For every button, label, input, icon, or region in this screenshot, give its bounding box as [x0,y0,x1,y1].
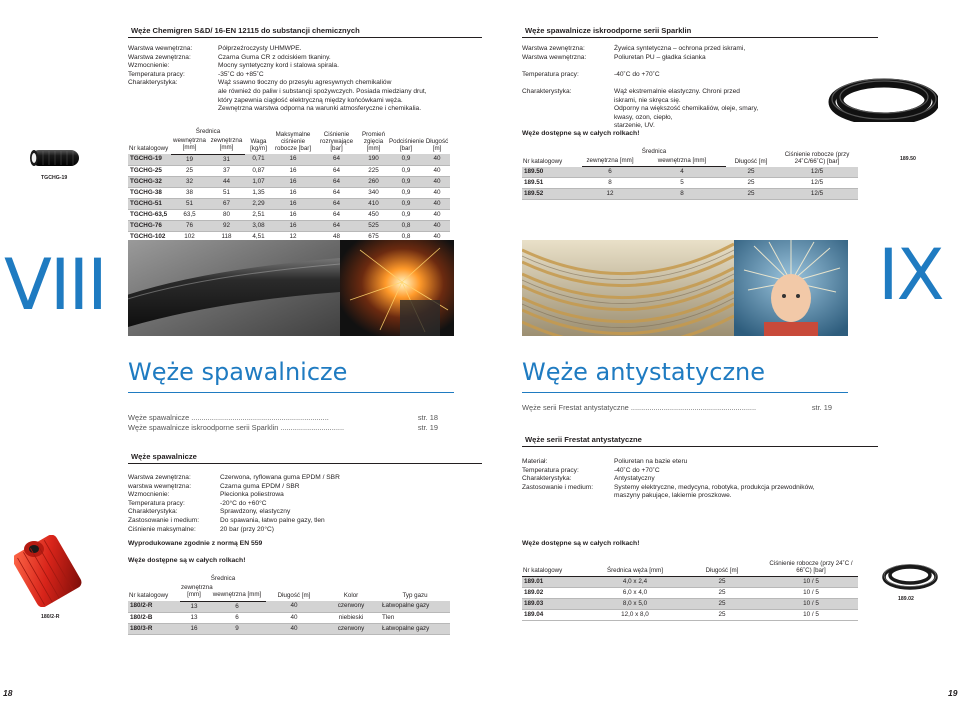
toc-entry-text: Węże spawalnicze ................................................................... [128,413,329,422]
spec-row [128,88,488,97]
spec-row [128,54,488,63]
catalog-number-cell: 189.01 [522,577,590,588]
spec-value: Czarna guma EPDM / SBR [220,482,300,490]
sparklin-specs [522,45,762,131]
title-rule-left [128,392,454,393]
catalog-number-cell: 189.02 [522,588,590,599]
spec-label: Warstwa zewnętrzna: [128,474,191,481]
black-hose-coil-image [812,52,938,122]
spec-row [128,483,488,492]
catalog-number-cell: 180/3-R [128,623,180,634]
section-title-sparklin: Węże spawalnicze iskroodporne serii Sparklin [522,26,878,38]
spiral-hose-photo [522,240,734,336]
col-header-nr: Nr katalogowy [523,157,563,165]
table-cell: 102 [171,231,208,242]
spec-row [128,62,488,71]
catalog-number-cell: TGCHG-51 [128,198,171,209]
table-cell: 13 [180,612,208,623]
table-row [128,176,450,187]
table-cell: 4 [638,167,726,178]
spec-value: ale również do paliw i substancji spożywczych. Posiada miedziany drut, [218,87,427,95]
table-cell: 12/5 [776,178,858,189]
catalog-number-cell: 189.03 [522,599,590,610]
table-cell: 2,51 [245,209,272,220]
col-header-burst-pressure: Ciśnienie rozrywające [bar] [320,130,354,152]
table-row [128,187,450,198]
table-cell: 80 [208,209,245,220]
table-cell: 6 [208,601,266,612]
spec-value: który zapewnia ciągłość elektryczną między końcówkami węża. [218,96,403,104]
catalog-number-cell: 180/2-R [128,601,180,612]
page-number-left: 18 [3,688,13,698]
spec-label: Temperatura pracy: [522,70,579,78]
table-cell: Łatwopalne gazy [380,623,450,634]
table-row [128,601,450,612]
table-row [522,577,858,588]
table-cell: 8,0 x 5,0 [590,599,680,610]
spec-value: -40˚C do +70˚C [614,70,660,78]
spec-value: Antystatyczny [614,475,655,483]
table-cell: 19 [171,154,208,165]
spec-value: Odporny na większość chemikaliów, oleje, smary, kwasy, ozon, ciepło, [614,105,759,121]
page-title-antistatic: Węże antystatyczne [522,358,766,386]
table-cell: 31 [208,154,245,165]
section-title-chemigren: Węże Chemigren S&D/ 16-EN 12115 do substancji chemicznych [128,26,482,38]
norm-note: Wyprodukowane zgodnie z normą EN 559 [128,540,263,547]
spec-value [614,62,762,71]
catalog-number-cell: TGCHG-38 [128,187,171,198]
col-header-srednica: Średnica [210,575,236,582]
table-cell: 25 [680,610,764,621]
spec-row [522,484,842,493]
col-header-color: Kolor [343,591,359,599]
frestat-hose-coil-image [878,555,942,593]
spec-label [522,79,614,88]
table-cell: 40 [424,187,450,198]
availability-note-left: Węże dostępne są w całych rolkach! [128,557,246,564]
spec-row [128,500,488,509]
spec-label: Warstwa zewnętrzna: [128,53,191,61]
spec-row [522,54,762,63]
catalog-number-cell: 180/2-B [128,612,180,623]
catalog-number-cell: TGCHG-102 [128,231,171,242]
catalog-number-cell: TGCHG-19 [128,154,171,165]
table-row [128,623,450,634]
table-cell: 1,07 [245,176,272,187]
table-row [128,220,450,231]
table-cell: 51 [171,198,208,209]
spec-value: Zewnętrzna warstwa odporna na warunki atmosferyczne i chemikalia. [218,105,422,113]
spec-value: Do spawania, łatwo palne gazy, tlen [220,516,325,524]
spec-value: maszyny pakujące, lakiernie proszkowe. [614,492,732,500]
spec-value: Poliuretan na bazie eteru [614,458,688,465]
spec-value: Wąż ekstremalnie elastyczny. Chroni przed iskrami, nie skręca się. [614,87,740,104]
col-header-length: Długość [m] [680,560,764,577]
table-cell: 38 [171,187,208,198]
spec-label: Temperatura pracy: [522,466,579,474]
section-number-ix: IX [878,234,943,316]
catalog-number-cell: TGCHG-25 [128,165,171,176]
table-cell: 64 [314,187,359,198]
spec-row [128,105,488,114]
spec-value: Poliuretan PU – gładka ścianka [614,53,706,61]
table-cell: 67 [208,198,245,209]
table-cell: 0,9 [388,154,424,165]
table-cell: 64 [314,165,359,176]
table-cell: 64 [314,198,359,209]
table-cell: 40 [266,601,322,612]
table-row [128,612,450,623]
col-header-length: Długość [m] [734,157,768,165]
static-hair-child-photo [734,240,848,336]
table-cell: 25 [726,167,776,178]
table-cell: 450 [359,209,388,220]
table-row [522,610,858,621]
table-cell: 118 [208,231,245,242]
table-cell: 51 [208,187,245,198]
col-header-max-pressure: Maksymalne ciśnienie robocze [bar] [274,130,312,152]
table-cell: 63,5 [171,209,208,220]
spec-label: Charakterystyka: [128,79,178,87]
toc-entry-page: str. 18 [417,413,438,422]
toc-entry[interactable] [128,423,438,433]
table-cell: 4,0 x 2,4 [590,577,680,588]
table-cell: 12 [582,189,638,200]
spec-value: Wąż ssawno tłoczny do przesyłu agresywnych chemikaliów [218,79,392,87]
spec-row [522,105,762,122]
welding-code-label: 180/2-R [41,614,60,620]
col-header-srednica: Średnica [641,148,667,155]
table-cell: 25 [726,178,776,189]
frestat-table [522,560,858,621]
table-cell: 40 [424,231,450,242]
table-cell: 0,71 [245,154,272,165]
table-cell: 0,9 [388,165,424,176]
spec-label: Warstwa zewnętrzna: [522,45,585,52]
spec-value: Czerwona, ryflowana guma EPDM / SBR [220,474,340,481]
col-header-outer: zewnętrzna [mm] [582,157,638,167]
table-cell: 40 [424,176,450,187]
title-rule-right [522,392,848,393]
table-cell: 12,0 x 8,0 [590,610,680,621]
col-header-inner: wewnętrzna [mm] [208,584,266,601]
toc-entry-page: str. 19 [811,403,832,412]
spec-label: Zastosowanie i medium: [522,483,594,491]
table-cell: 16 [272,220,314,231]
table-cell: Tlen [380,612,450,623]
spec-value: -40˚C do +70˚C [614,466,660,474]
table-cell: 64 [314,220,359,231]
spec-label: Charakterystyka: [128,508,178,516]
spec-row [522,71,762,80]
table-cell: 40 [266,623,322,634]
table-cell: 3,08 [245,220,272,231]
chemigren-hose-image [27,147,83,169]
col-header-vacuum: Podciśnienie [bar] [389,137,425,152]
table-cell: 16 [180,623,208,634]
spec-label: Charakterystyka: [522,475,572,483]
table-cell: 525 [359,220,388,231]
spec-label: Wzmocnienie: [128,62,170,70]
table-row [522,178,858,189]
spec-row [522,45,762,54]
table-cell: niebieski [322,612,380,623]
table-row [128,198,450,209]
table-cell: 40 [424,165,450,176]
welding-hose-photo [128,240,340,336]
spec-value [614,79,762,88]
catalog-number-cell: 189.50 [522,167,582,178]
table-cell: 2,29 [245,198,272,209]
table-cell: 10 / 5 [764,577,858,588]
spec-label: Materiał: [522,458,548,465]
spec-label [128,88,218,97]
table-cell: 64 [314,176,359,187]
table-cell: 40 [424,154,450,165]
col-header-inner: wewnętrzna [mm] [171,137,208,154]
table-cell: 10 / 5 [764,610,858,621]
toc-entry-page: str. 19 [417,423,438,432]
welding-sparks-photo [340,240,454,336]
spec-row [128,71,488,80]
table-cell: 40 [424,209,450,220]
spec-value: Żywica syntetyczna – ochrona przed iskrami, [614,45,746,52]
spec-row [522,79,762,88]
toc-left [128,413,438,433]
toc-entry[interactable] [522,403,832,413]
table-cell: Łatwopalne gazy [380,601,450,612]
spec-value: Sprawdzony, elastyczny [220,508,291,516]
table-row [522,588,858,599]
table-cell: 64 [314,154,359,165]
table-cell: 16 [272,176,314,187]
table-row [522,167,858,178]
table-cell: 40 [424,198,450,209]
table-cell: 40 [266,612,322,623]
spec-label: Ciśnienie maksymalne: [128,525,196,533]
spec-label: Temperatura pracy: [128,499,185,507]
table-cell: czerwony [322,623,380,634]
table-cell: 10 / 5 [764,588,858,599]
table-cell: 64 [314,209,359,220]
spec-label: Charakterystyka: [522,87,572,95]
col-header-outer: zewnętrzna [mm] [180,584,208,601]
page-title-welding: Węże spawalnicze [128,358,348,386]
table-cell: 10 / 5 [764,599,858,610]
spec-label: Warstwa wewnętrzna: [522,53,587,61]
toc-entry-text: Węże spawalnicze iskroodporne serii Sparklin ............................... [128,423,345,432]
table-cell: 25 [680,588,764,599]
spec-row [522,475,842,484]
table-cell: 12/5 [776,167,858,178]
table-cell: 16 [272,187,314,198]
section-title-welding-hoses: Węże spawalnicze [128,452,482,464]
chemigren-code-label: TGCHG-19 [41,175,68,181]
catalog-number-cell: 189.04 [522,610,590,621]
spec-row [128,508,488,517]
table-cell: 340 [359,187,388,198]
table-cell: 4,51 [245,231,272,242]
chemigren-table [128,128,450,243]
spec-label: Wzmocnienie: [128,491,170,499]
table-cell: 16 [272,198,314,209]
spec-value: Półprzeźroczysty UHMWPE. [218,45,302,52]
table-cell: 0,87 [245,165,272,176]
col-header-srednica: Średnica [195,128,221,135]
col-header-bend-radius: Promień zgięcia [mm] [361,130,386,152]
col-header-nr: Nr katalogowy [522,560,590,577]
table-row [128,165,450,176]
sparklin-code-label: 189.50 [900,156,916,162]
table-cell: 16 [272,165,314,176]
spec-row [522,458,842,467]
table-cell: 0,8 [388,220,424,231]
table-cell: 0,9 [388,209,424,220]
toc-entry-text: Węże serii Frestat antystatyczne ............................................................. [522,403,757,412]
spec-value: Systemy elektryczne, medycyna, robotyka, produkcja przewodników, [614,483,815,491]
table-row [522,189,858,200]
spec-row [522,88,762,105]
table-cell: 25 [680,599,764,610]
section-number-viii: VIII [4,244,106,326]
table-cell: 6,0 x 4,0 [590,588,680,599]
spec-label: Temperatura pracy: [128,70,185,78]
col-header-length: Długość [m] [425,137,449,152]
spec-value: -35˚C do +85˚C [218,70,264,78]
table-cell: 25 [726,189,776,200]
table-cell: 37 [208,165,245,176]
table-cell: 8 [582,178,638,189]
table-cell: 12 [272,231,314,242]
section-title-frestat: Węże serii Frestat antystatyczne [522,435,878,447]
table-cell: 25 [680,577,764,588]
table-cell: 12/5 [776,189,858,200]
availability-note-sparklin: Węże dostępne są w całych rolkach! [522,130,640,137]
col-header-waga: Waga [kg/m] [250,137,267,152]
spec-row [128,79,488,88]
table-cell: czerwony [322,601,380,612]
catalog-number-cell: TGCHG-63,5 [128,209,171,220]
table-cell: 25 [171,165,208,176]
spec-label: warstwa wewnętrzna: [128,482,192,490]
table-cell: 8 [638,189,726,200]
col-header-outer: zewnętrzna [mm] [208,137,245,154]
table-cell: 5 [638,178,726,189]
spec-label [128,105,218,114]
table-cell: 0,9 [388,187,424,198]
col-header-working-pressure: Ciśnienie robocze (przy 24˚C/66˚C) [bar] [784,150,850,165]
catalog-number-cell: TGCHG-76 [128,220,171,231]
spec-row [128,526,488,535]
table-cell: 16 [272,209,314,220]
spec-row [128,474,488,483]
toc-right [522,403,832,413]
frestat-code-label: 189.02 [898,596,914,602]
table-row [128,154,450,165]
spec-label [522,62,614,71]
spec-value: Czarna Guma CR z odciskiem tkaniny. [218,53,331,61]
spec-value: Mocny syntetyczny kord i stalowa spirala. [218,62,339,70]
table-cell: 48 [314,231,359,242]
toc-entry[interactable] [128,413,438,423]
col-header-gas-type: Typ gazu [402,591,428,599]
table-cell: 32 [171,176,208,187]
table-cell: 13 [180,601,208,612]
table-cell: 16 [272,154,314,165]
chemigren-specs [128,45,488,114]
table-cell: 6 [582,167,638,178]
spec-row [128,45,488,54]
table-cell: 6 [208,612,266,623]
table-cell: 190 [359,154,388,165]
table-cell: 0,9 [388,176,424,187]
table-row [128,209,450,220]
welding-specs [128,474,488,534]
spec-row [522,492,842,501]
table-cell: 76 [171,220,208,231]
col-header-length: Długość [m] [277,591,311,599]
table-row [522,599,858,610]
table-cell: 92 [208,220,245,231]
spec-row [128,97,488,106]
catalog-number-cell: TGCHG-32 [128,176,171,187]
table-cell: 225 [359,165,388,176]
col-header-inner: wewnętrzna [mm] [638,157,726,167]
frestat-specs [522,458,842,501]
spec-row [522,62,762,71]
catalog-number-cell: 189.52 [522,189,582,200]
spec-row [128,491,488,500]
spec-label: Zastosowanie i medium: [128,516,200,524]
spec-row [128,517,488,526]
table-cell: 9 [208,623,266,634]
spec-label [522,492,614,501]
spec-row [522,467,842,476]
table-cell: 40 [424,220,450,231]
table-cell: 0,8 [388,231,424,242]
spec-label: Warstwa wewnętrzna: [128,45,193,52]
spec-value: Plecionka poliestrowa [220,491,284,499]
spec-value: -20°C do +60°C [220,499,267,507]
table-cell: 1,35 [245,187,272,198]
col-header-diameter: Średnica węża [mm] [590,560,680,577]
catalog-number-cell: 189.51 [522,178,582,189]
table-cell: 0,9 [388,198,424,209]
sparklin-table [522,148,858,200]
col-header-nr: Nr katalogowy [129,144,169,152]
col-header-nr: Nr katalogowy [129,591,169,599]
page-number-right: 19 [948,688,958,698]
table-cell: 675 [359,231,388,242]
spec-label [128,97,218,106]
welding-table [128,575,450,635]
spec-label [522,105,614,122]
table-cell: 44 [208,176,245,187]
spec-value: 20 bar (przy 20°C) [220,525,274,533]
red-welding-hose-image [14,535,84,607]
spec-value: starzenie, UV. [614,122,655,130]
table-cell: 260 [359,176,388,187]
col-header-working-pressure: Ciśnienie robocze (przy 24˚C / 66˚C) [bar] [764,560,858,577]
table-cell: 410 [359,198,388,209]
availability-note-frestat: Węże dostępne są w całych rolkach! [522,540,640,547]
